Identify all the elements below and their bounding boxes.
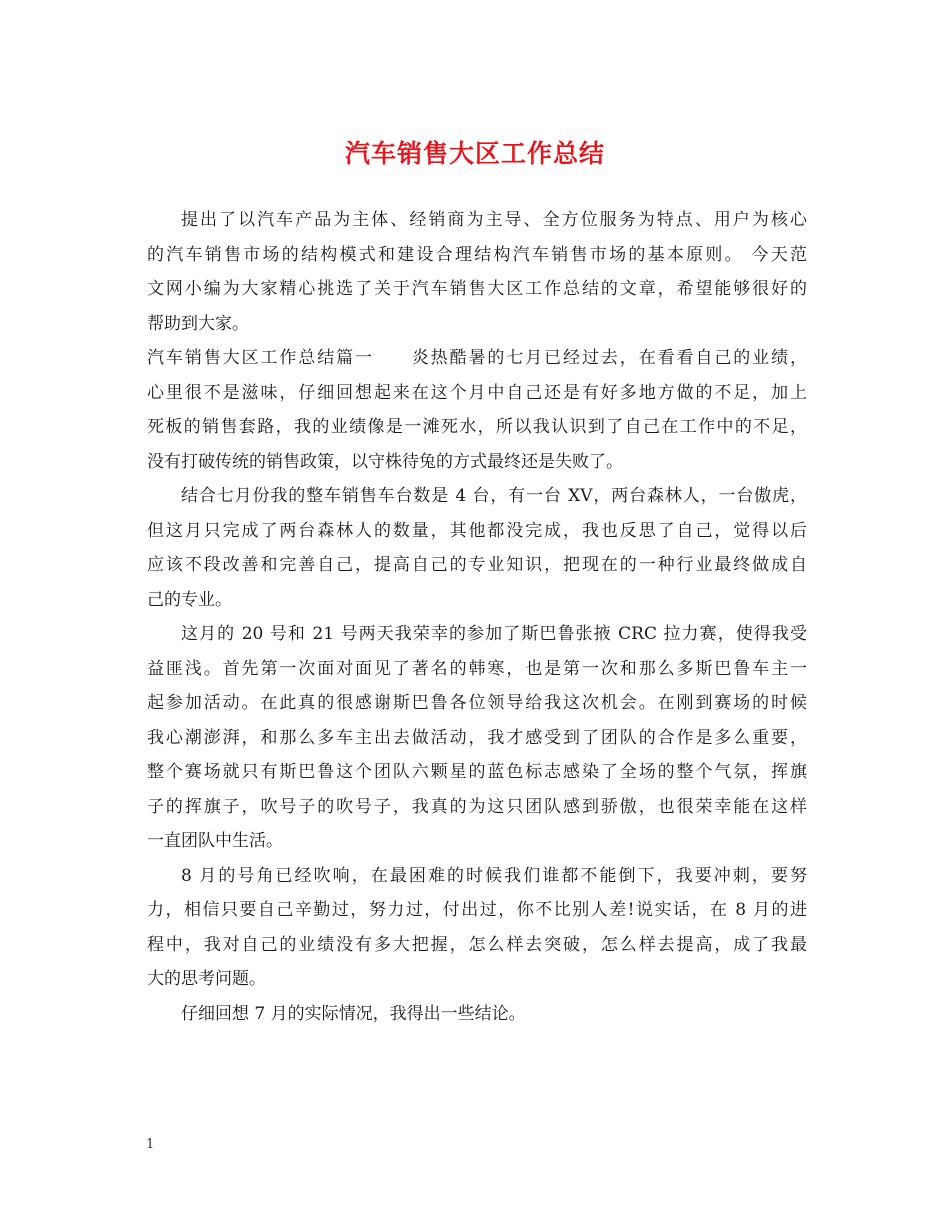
text-line: 死板的销售套路，我的业绩像是一滩死水，所以我认识到了自己在工作中的不足，: [147, 417, 807, 437]
text-line: 子的挥旗子，吹号子的吹号子，我真的为这只团队感到骄傲，也很荣幸能在这样: [147, 796, 807, 817]
text-line: 的汽车销售市场的结构模式和建设合理结构汽车销售市场的基本原则。 今天范: [147, 244, 807, 265]
text-line: 结合七月份我的整车销售车台数是 4 台，有一台 XV，两台森林人，一台傲虎，: [181, 486, 807, 506]
text-line: 汽车销售大区工作总结篇一 炎热酷暑的七月已经过去，在看看自己的业绩，: [147, 348, 807, 368]
text-line: 8 月的号角已经吹响，在最困难的时候我们谁都不能倒下，我要冲刺，要努: [181, 865, 807, 886]
text-line: 文网小编为大家精心挑选了关于汽车销售大区工作总结的文章，希望能够很好的: [147, 279, 807, 299]
document-body: [147, 203, 807, 1031]
text-line: 起参加活动。在此真的很感谢斯巴鲁各位领导给我这次机会。在刚到赛场的时候: [147, 693, 807, 713]
page-number: 1: [146, 1137, 155, 1152]
text-line: 益匪浅。首先第一次面对面见了著名的韩寒，也是第一次和那么多斯巴鲁车主一: [147, 658, 807, 679]
text-line: 没有打破传统的销售政策，以守株待兔的方式最终还是失败了。: [147, 451, 623, 472]
text-line: 提出了以汽车产品为主体、经销商为主导、全方位服务为特点、用户为核心: [181, 210, 807, 230]
text-line: 这月的 20 号和 21 号两天我荣幸的参加了斯巴鲁张掖 CRC 拉力赛，使得我受: [181, 624, 807, 644]
text-line: 心里很不是滋味，仔细回想起来在这个月中自己还是有好多地方做的不足，加上: [147, 382, 807, 403]
text-line: 大的思考问题。: [147, 969, 266, 989]
text-line: 己的专业。: [147, 589, 232, 610]
document-title: 汽车销售大区工作总结: [344, 139, 605, 168]
text-line: 帮助到大家。: [147, 313, 249, 334]
text-line: 应该不段改善和完善自己，提高自己的专业知识，把现在的一种行业最终做成自: [147, 555, 807, 575]
text-line: 我心潮澎湃，和那么多车主出去做活动，我才感受到了团队的合作是多么重要，: [147, 727, 807, 748]
text-line: 仔细回想 7 月的实际情况，我得出一些结论。: [181, 1003, 526, 1024]
text-line: 一直团队中生活。: [147, 831, 283, 851]
text-line: 整个赛场就只有斯巴鲁这个团队六颗星的蓝色标志感染了全场的整个气氛，挥旗: [147, 762, 807, 782]
text-line: 但这月只完成了两台森林人的数量，其他都没完成，我也反思了自己，觉得以后: [147, 520, 807, 541]
text-line: 程中，我对自己的业绩没有多大把握，怎么样去突破，怎么样去提高，成了我最: [147, 934, 807, 955]
text-line: 力，相信只要自己辛勤过，努力过，付出过，你不比别人差!说实话，在 8 月的进: [147, 900, 807, 920]
